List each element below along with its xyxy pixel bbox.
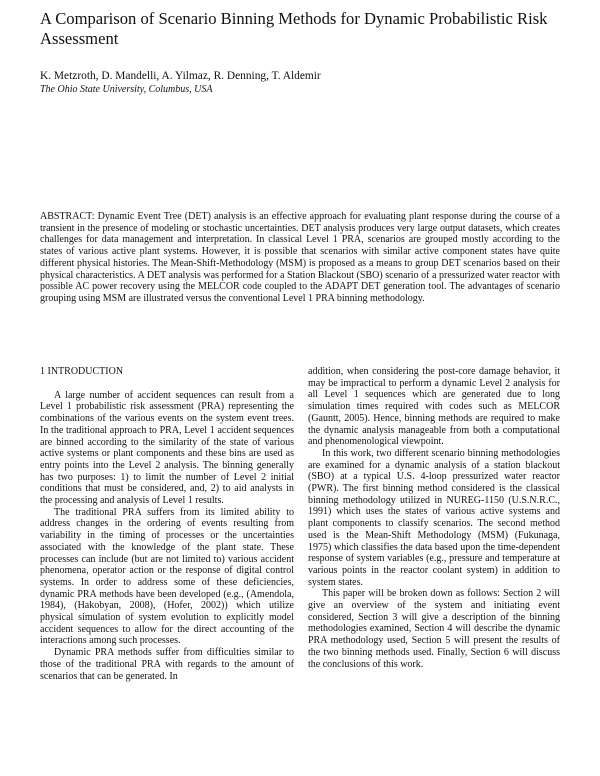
right-column <box>308 366 560 670</box>
left-column <box>40 366 294 682</box>
intro-paragraph-4: In this work, two different scenario binning methodologies are examined for a dynamic analysis of a station blackout (SBO) at a typical U.S. 4-loop pressurized water reactor (PWR). The first binning method considered is the classical binning methodology utilized in NUREG-1150 (U.S.N.R.C., 1991) which uses the states of various active systems and plant components to classify scenarios. The second method used is the Mean-Shift Methodology (MSM) (Fukunaga, 1975) which classifies the data based upon the time-dependent response of system variables (e.g., pressure and temperature at various points in the reactor coolant system) in addition to system states. <box>308 447 560 588</box>
abstract: ABSTRACT: Dynamic Event Tree (DET) analysis is an effective approach for evaluating plant response during the course of a transient in the presence of modeling or stochastic uncertainties. DET analysis produces very large output datasets, which creates challenges for data management and interpretation. In classical Level 1 PRA, scenarios are grouped mostly according to the states of various active plant systems. However, it is possible that scenarios with similar active component states have quite different physical histories. The Mean-Shift-Methodology (MSM) is proposed as a means to group DET scenarios based on their physical characteristics. A DET analysis was performed for a Station Blackout (SBO) scenario of a pressurized water reactor with possible AC power recovery using the MELCOR code coupled to the ADAPT DET generation tool. The advantages of scenario grouping using MSM are illustrated versus the conventional Level 1 PRA binning methodology. <box>40 211 560 304</box>
intro-paragraph-3: Dynamic PRA methods suffer from difficulties similar to those of the traditional PRA with regards to the amount of scenarios that can be generated. In <box>40 647 294 682</box>
section-heading-introduction: 1 INTRODUCTION <box>40 366 124 377</box>
paper-title: A Comparison of Scenario Binning Methods for Dynamic Probabilistic Risk Assessment <box>40 9 548 48</box>
intro-paragraph-2: The traditional PRA suffers from its limited ability to address changes in the ordering of events resulting from variability in the timing of processes or the uncertainties associated with the knowledge of the plant state. These processes can include (but are not limited to) various accident phenomena, operator action or the response of digital control systems. In order to address some of these deficiencies, dynamic PRA methods have been developed (e.g., (Amendola, 1984), (Hakobyan, 2008), (Hofer, 2002)) which utilize physical simulation of system evolution to explicitly model accident sequences to allow for the direct accounting of the interactions among such processes. <box>40 506 294 647</box>
author-list: K. Metzroth, D. Mandelli, A. Yilmaz, R. Denning, T. Aldemir <box>40 70 321 82</box>
intro-paragraph-5: This paper will be broken down as follows: Section 2 will give an overview of the system and initiating event considered, Section 3 will give a description of the binning methodologies examined, Section 4 will describe the dynamic PRA methodology used, Section 5 will present the results of the two binning methods used. Finally, Section 6 will discuss the conclusions of this work. <box>308 588 560 670</box>
affiliation: The Ohio State University, Columbus, USA <box>40 84 213 95</box>
intro-paragraph-1: A large number of accident sequences can result from a Level 1 probabilistic risk assessment (PRA) representing the combinations of the various events on the system event trees. In the traditional approach to PRA, Level 1 accident sequences are binned according to the similarity of the state of various active systems or plant components and these bins are used as entry points into the Level 2 analysis. The binning generally has two purposes: 1) to limit the number of Level 2 initial conditions that must be considered, and, 2) to aid analysts in the processing and analysis of Level 1 results. <box>40 389 294 507</box>
intro-paragraph-3-continued: addition, when considering the post-core damage behavior, it may be impractical to perform a dynamic Level 2 analysis for all Level 1 sequences which are generated due to long simulation times required with codes such as MELCOR (Gauntt, 2005). Hence, binning methods are required to make the dynamic analysis manageable from both a computational and phenomenological viewpoint. <box>308 366 560 448</box>
